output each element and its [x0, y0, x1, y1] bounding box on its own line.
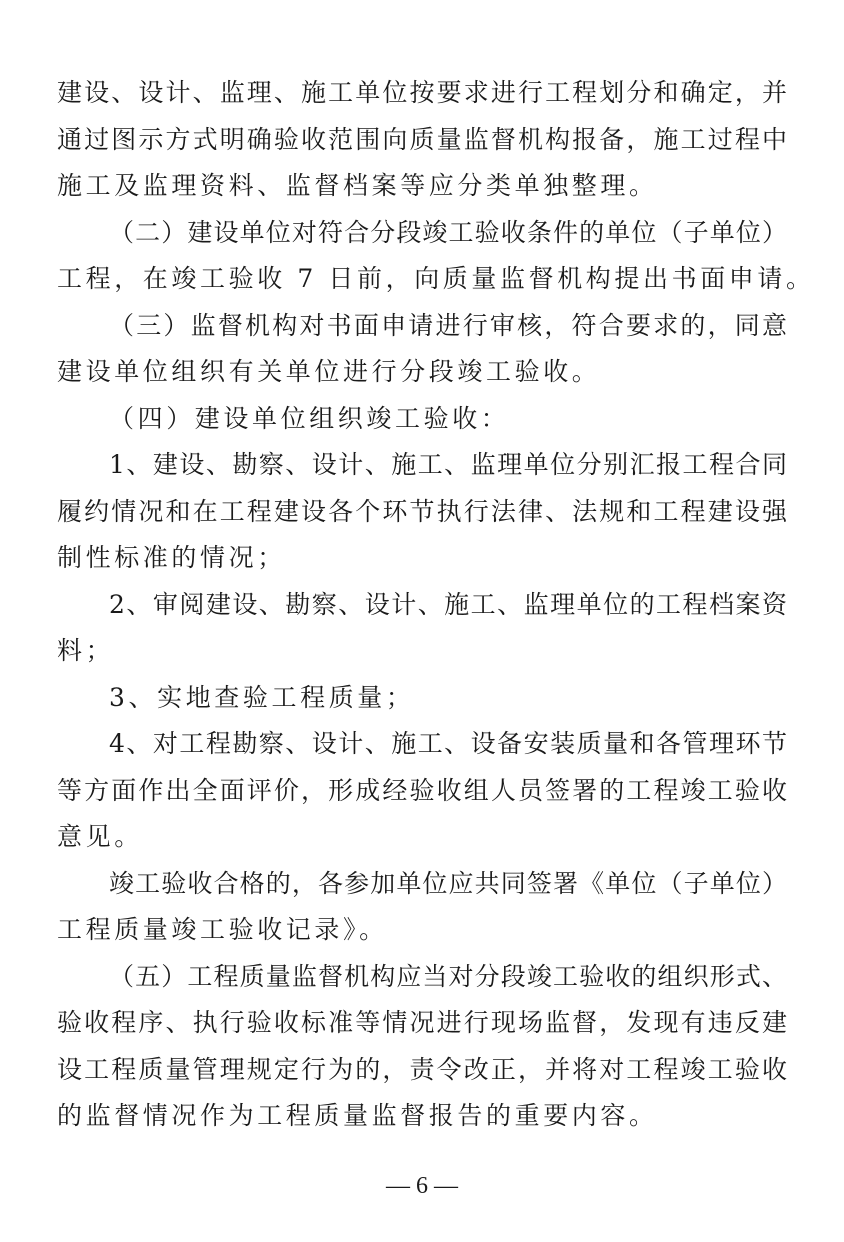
text-line: 建设单位组织有关单位进行分段竣工验收。 [57, 357, 601, 386]
section-4-heading: （四）建设单位组织竣工验收： [109, 403, 510, 433]
text-line: 工程质量竣工验收记录》。 [57, 915, 388, 944]
text-line: 施工及监理资料、监督档案等应分类单独整理。 [57, 171, 658, 200]
page-number: — 6 — [386, 1173, 458, 1199]
text-line: 料； [57, 636, 115, 665]
text-line: 验收程序、执行验收标准等情况进行现场监督，发现有违反建 [57, 1008, 787, 1037]
paragraph-3-first-line: （三）监督机构对书面申请进行审核，符合要求的，同意 [109, 310, 787, 340]
text-line: 通过图示方式明确验收范围向质量监督机构报备，施工过程中 [57, 124, 787, 154]
paragraph-2-first-line: （二）建设单位对符合分段竣工验收条件的单位（子单位） [109, 217, 787, 247]
body-text [57, 70, 815, 1140]
text-line: 履约情况和在工程建设各个环节执行法律、法规和工程建设强 [57, 496, 787, 526]
list-item-1: 1、建设、勘察、设计、施工、监理单位分别汇报工程合同 [109, 450, 787, 479]
list-item-2: 2、审阅建设、勘察、设计、施工、监理单位的工程档案资 [109, 589, 787, 619]
paragraph-5-first-line: （五）工程质量监督机构应当对分段竣工验收的组织形式、 [109, 961, 787, 991]
text-line: 建设、设计、监理、施工单位按要求进行工程划分和确定，并 [57, 78, 787, 107]
text-line: 意见。 [57, 822, 143, 851]
list-item-4: 4、对工程勘察、设计、施工、设备安装质量和各管理环节 [109, 729, 787, 758]
acceptance-paragraph: 竣工验收合格的，各参加单位应共同签署《单位（子单位） [109, 868, 787, 898]
text-line: 设工程质量管理规定行为的，责令改正，并将对工程竣工验收 [57, 1054, 787, 1084]
list-item-3: 3、实地查验工程质量； [109, 682, 415, 712]
text-line: 等方面作出全面评价，形成经验收组人员签署的工程竣工验收 [57, 775, 787, 805]
text-line: 制性标准的情况； [57, 543, 286, 572]
text-line: 工程，在竣工验收 7 日前，向质量监督机构提出书面申请。 [57, 264, 815, 293]
text-line: 的监督情况作为工程质量监督报告的重要内容。 [57, 1101, 658, 1130]
